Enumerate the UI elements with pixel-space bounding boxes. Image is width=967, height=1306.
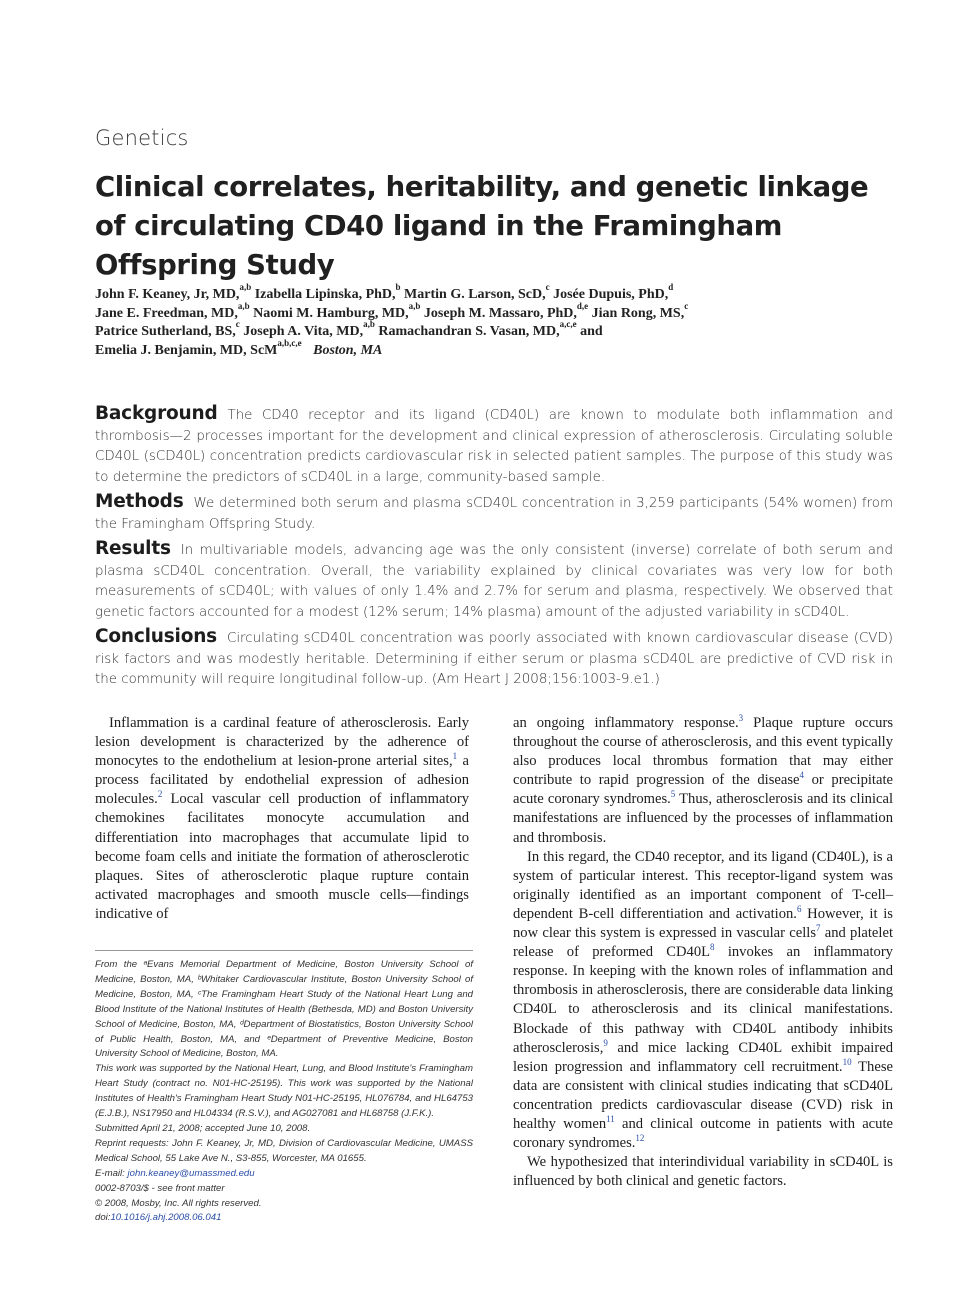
abstract-text: In multivariable models, advancing age was the only consistent (inverse) correlate of both serum and plasma sCD40L concentration. Overall, the variability explained by clinical covariates was very low for both measurements of sCD40L; with values of only 1.4% and 2.7% for serum and plasma, respectively. We observed that genetic factors accounted for a modest (12% serum; 14% plasma) amount of the adjusted variability in sCD40L. [95, 543, 893, 620]
abstract-conclusions [95, 627, 893, 691]
abstract-text: The CD40 receptor and its ligand (CD40L) are known to modulate both inflammation and thrombosis—2 processes important for the development and clinical expression of atherosclerosis. Circulating soluble CD40L (sCD40L) concentration predicts cardiovascular risk in selected patient samples. The purpose of this study was to determine the predictors of sCD40L in a large, community-based sample. [95, 408, 893, 485]
footnote-issn: 0002-8703/$ - see front matter [95, 1182, 225, 1194]
author-affiliation: a,b [408, 300, 421, 311]
abstract-text: Circulating sCD40L concentration was poorly associated with known cardiovascular disease (CVD) risk factors and was modestly heritable. Determining if either serum or plasma sCD40L are predictive of CVD risk in the community will require longitudinal follow-up. (Am Heart J 2008;156:1003-9.e1.) [95, 631, 893, 687]
email-label: E-mail: [95, 1167, 128, 1179]
footnotes [95, 958, 473, 1226]
body-text: invokes an inflammatory response. In keeping with the known roles of inflammation and thrombosis in atherosclerosis, there are considerable data linking CD40L to atherosclerosis and its clinical manifestations. Blockade of this pathway with CD40L antibody inhibits atherosclerosis, [513, 944, 893, 1056]
body-text: a process facilitated by endothelial expression of adhesion molecules. [95, 753, 469, 808]
body-column-left [95, 714, 469, 924]
citation-ref[interactable]: 4 [799, 770, 804, 781]
body-text: an ongoing inflammatory response. [513, 715, 739, 731]
abstract-text: We determined both serum and plasma sCD40L concentration in 3,259 participants (54% women) from the Framingham Offspring Study. [95, 496, 893, 532]
abstract-background [95, 404, 893, 488]
author-list [95, 282, 855, 360]
footnote-divider [95, 950, 473, 951]
body-paragraph [95, 714, 469, 924]
author: Ramachandran S. Vasan, MD, [378, 324, 560, 339]
author: Jane E. Freedman, MD, [95, 305, 238, 321]
doi-label: doi: [95, 1212, 111, 1224]
author-affiliation: a,c,e [559, 319, 577, 330]
abstract-methods [95, 492, 893, 535]
footnote-email [95, 1167, 473, 1182]
abstract-heading: Conclusions [95, 626, 217, 647]
body-text: In this regard, the CD40 receptor, and its ligand (CD40L), is a system of particular interest. This receptor-ligand system was originally identified as an important component of T-cell–dependent B-cell differentiation and activation. [513, 848, 893, 922]
body-text: and clinical outcome in patients with acute coronary syndromes. [513, 1115, 893, 1152]
author: Martin G. Larson, ScD, [404, 287, 546, 302]
body-paragraph: We hypothesized that interindividual variability in sCD40L is influenced by both clinical and genetic factors. [513, 1154, 893, 1190]
author-location: Boston, MA [313, 342, 383, 358]
author-affiliation: a,b [239, 282, 252, 293]
footnote-doi [95, 1211, 473, 1226]
author: Joseph A. Vita, MD, [243, 324, 364, 339]
author-affiliation: b [395, 282, 401, 293]
citation-ref[interactable]: 3 [738, 713, 744, 724]
citation-ref[interactable]: 2 [157, 789, 163, 800]
abstract-heading: Methods [95, 491, 184, 512]
author-affiliation: c [235, 319, 240, 330]
section-label: Genetics [95, 126, 189, 150]
article-title: Clinical correlates, heritability, and genetic linkage of circulating CD40 ligand in the Framingham Offspring Study [95, 171, 869, 281]
author: Josée Dupuis, PhD, [553, 287, 669, 302]
author-affiliation: a,b [237, 300, 250, 311]
author-and: and [580, 324, 603, 339]
abstract-results [95, 539, 893, 623]
citation-ref[interactable]: 8 [710, 942, 715, 953]
author: John F. Keaney, Jr, MD, [95, 287, 240, 302]
author: Patrice Sutherland, BS, [95, 324, 236, 339]
author-affiliation: d,e [576, 300, 589, 311]
author-affiliation: d [668, 282, 674, 293]
body-text: Thus, atherosclerosis and its clinical manifestations are influenced by the processes of inflammation and thrombosis. [513, 791, 894, 846]
abstract-heading: Results [95, 538, 171, 559]
citation-ref[interactable]: 6 [796, 904, 802, 915]
email-link[interactable]: john.keaney@umassmed.edu [127, 1167, 255, 1179]
citation-ref[interactable]: 12 [635, 1133, 645, 1144]
author-affiliation: c [684, 300, 689, 311]
author-affiliation: a,b [363, 319, 375, 330]
footnote-reprints: Reprint requests: John F. Keaney, Jr, MD, Division of Cardiovascular Medicine, UMASS Medical School, 55 Lake Ave N., S3-855, Worcester, MA 01655. [95, 1137, 473, 1164]
citation-ref[interactable]: 1 [452, 751, 458, 762]
abstract [95, 404, 893, 695]
body-text: However, it is now clear this system is expressed in vascular cells [513, 905, 893, 942]
body-text: These data are consistent with clinical studies indicating that sCD40L concentration predicts cardiovascular disease (CVD) risk in healthy women [513, 1058, 893, 1132]
body-text: Plaque rupture occurs throughout the course of atherosclerosis, and this event typically also produces local thrombus formation that may either contribute to rapid progression of the disease [513, 715, 893, 789]
body-text: or precipitate acute coronary syndromes. [513, 772, 893, 808]
footnote-funding: This work was supported by the National Heart, Lung, and Blood Institute's Framingham Heart Study (contract no. N01-HC-25195). This work was supported by the National Institutes of Health's Framingham Heart Study N01-HC-25195, HL076784, and HL64753 (E.J.B.), NS17950 and HL04334 (R.S.V.), and AG027081 and HL68758 (J.F.K.). [95, 1063, 473, 1120]
body-text: Inflammation is a cardinal feature of atherosclerosis. Early lesion development is characterized by the adherence of monocytes to the endothelium at lesion-prone arterial sites, [95, 715, 469, 770]
abstract-heading: Background [95, 403, 218, 424]
citation-ref[interactable]: 5 [670, 789, 676, 800]
body-paragraph [513, 714, 893, 848]
citation-ref[interactable]: 7 [816, 923, 821, 934]
author-affiliation: c [545, 282, 550, 293]
body-column-right [513, 714, 893, 1191]
author: Jian Rong, MS, [591, 305, 685, 321]
body-paragraph [513, 848, 893, 1154]
citation-ref[interactable]: 10 [842, 1056, 852, 1067]
body-text: Local vascular cell production of inflammatory chemokines facilitates monocyte accumulation and differentiation into macrophages that accumulate lipid to become foam cells and initiate the formation of atherosclerotic plaques. Sites of atherosclerotic plaque rupture contain activated macrophages and smooth muscle cells—findings indicative of [95, 791, 469, 922]
footnote-affiliations: From the ᵃEvans Memorial Department of Medicine, Boston University School of Medicine, Boston, MA, ᵇWhitaker Cardiovascular Institute, Boston University School of Medicine, Boston, MA, ᶜThe Framingham Heart Study of the National Heart Lung and Blood Institute of the National Institutes of Health (Bethesda, MD) and Boston University School of Medicine, Boston, MA, ᵈDepartment of Biostatistics, Boston University School of Public Health, Boston, MA, and ᵉDepartment of Preventive Medicine, Boston University School of Medicine, Boston, MA. [95, 959, 473, 1060]
author: Joseph M. Massaro, PhD, [423, 305, 577, 321]
footnote-submitted: Submitted April 21, 2008; accepted June 10, 2008. [95, 1122, 311, 1134]
footnote-copyright: © 2008, Mosby, Inc. All rights reserved. [95, 1197, 262, 1209]
body-text: and platelet release of preformed CD40L [513, 925, 893, 961]
author: Naomi M. Hamburg, MD, [253, 305, 409, 321]
body-text: and mice lacking CD40L exhibit impaired lesion progression and inflammatory cell recruitment. [513, 1039, 893, 1075]
citation-ref[interactable]: 11 [606, 1114, 615, 1125]
citation-ref[interactable]: 9 [603, 1037, 608, 1048]
doi-link[interactable]: 10.1016/j.ahj.2008.06.041 [110, 1212, 222, 1224]
author-affiliation: a,b,c,e [277, 337, 302, 348]
author: Izabella Lipinska, PhD, [254, 287, 396, 302]
author: Emelia J. Benjamin, MD, ScM [95, 342, 278, 358]
